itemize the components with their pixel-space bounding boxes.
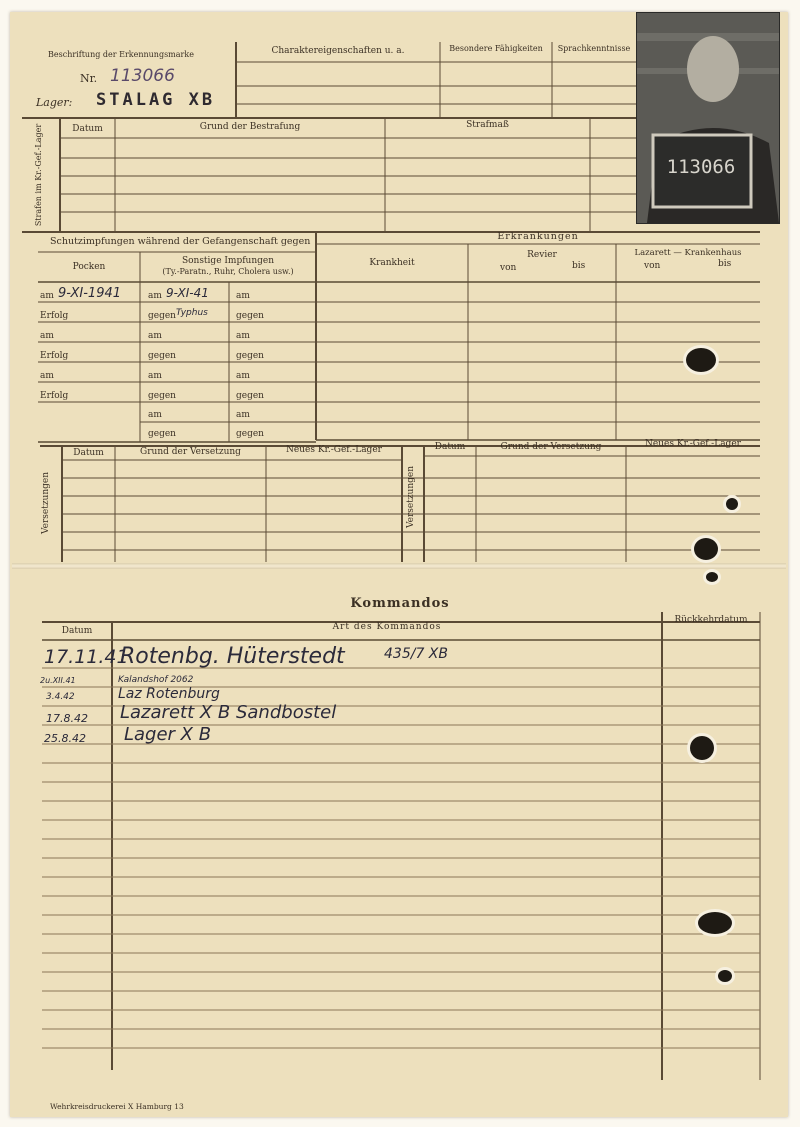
transfers-side-label-left: Versetzungen <box>41 471 51 535</box>
kommando-row-text: Kalandshof 2062 <box>118 675 194 685</box>
nr-label: Nr. <box>80 72 98 85</box>
punch-hole <box>686 348 716 372</box>
vac-gegen: gegen <box>236 391 264 401</box>
kommando-col-date: Datum <box>61 626 93 636</box>
punish-col-measure: Strafmaß <box>466 120 509 130</box>
vac-am: am <box>236 291 250 301</box>
kommando-col-type: Art des Kommandos <box>332 622 442 632</box>
vac-erfolg: Erfolg <box>40 391 69 401</box>
punish-col-reason: Grund der Bestrafung <box>199 122 301 132</box>
punish-col-date: Datum <box>72 124 103 134</box>
vac-gegen: gegen <box>148 429 176 439</box>
prisoner-number: 113066 <box>110 66 175 86</box>
transfer-col-new-camp: Neues Kr.-Gef.-Lager <box>286 445 382 455</box>
vac-erfolg: Erfolg <box>40 311 69 321</box>
illnesses-title: Erkrankungen <box>497 231 579 242</box>
vac-am: am <box>40 331 54 341</box>
vaccinations-title: Schutzimpfungen während der Gefangenschaft gegen <box>50 236 311 247</box>
col-character: Charaktereigenschaften u. a. <box>271 46 405 56</box>
vac-col-other-diseases: (Ty.-Paratn., Ruhr, Cholera usw.) <box>162 267 294 276</box>
vac-gegen: gegen <box>236 311 264 321</box>
kommando-row-text: Rotenbg. Hüterstedt <box>120 644 345 669</box>
prisoner-photo <box>636 12 780 224</box>
other-vac-date: 9-XI-41 <box>166 286 209 300</box>
kommando-row-date: 25.8.42 <box>44 732 86 745</box>
portrait-image <box>637 13 779 223</box>
transfer-col-date: Datum <box>73 448 104 458</box>
ill-revier-from: von <box>500 263 517 273</box>
transfers-side-label-right: Versetzungen <box>406 465 416 529</box>
kommando-row-date: 3.4.42 <box>46 692 75 702</box>
punch-hole <box>690 736 714 760</box>
punch-hole <box>706 572 718 582</box>
kommando-col-return: Rückkehrdatum <box>674 615 748 625</box>
vac-col-other: Sonstige Impfungen <box>181 256 275 266</box>
kommando-row-text: Lazarett X B Sandbostel <box>120 702 337 723</box>
vac-gegen: gegen <box>148 351 176 361</box>
kommando-row-text: Laz Rotenburg <box>118 686 220 702</box>
vac-am: am <box>236 331 250 341</box>
vac-am: am <box>148 331 162 341</box>
card-fold <box>12 563 786 569</box>
transfer-col-reason: Grund der Versetzung <box>140 447 241 457</box>
kommando-row-extra: 435/7 XB <box>384 646 448 662</box>
photo-board-number: 113066 <box>666 156 736 178</box>
kommando-row-date: 2u.XII.41 <box>40 676 76 685</box>
punch-hole <box>694 538 718 560</box>
camp-label: Lager: <box>36 96 73 109</box>
vac-erfolg: Erfolg <box>40 351 69 361</box>
transfer-col-new-camp-2: Neues Kr.-Gef.-Lager <box>645 439 741 449</box>
vac-gegen: gegen <box>236 429 264 439</box>
vac-am: am <box>236 371 250 381</box>
ill-col-hospital: Lazarett — Krankenhaus <box>634 248 742 258</box>
tag-inscription-label: Beschriftung der Erkennungsmarke <box>48 50 194 59</box>
vac-am: am <box>148 410 162 420</box>
printer-imprint: Wehrkreisdruckerei X Hamburg 13 <box>50 1102 184 1111</box>
vac-gegen: gegen <box>148 311 176 321</box>
transfer-col-date-2: Datum <box>434 442 466 452</box>
punch-hole <box>726 498 738 510</box>
kommandos-title: Kommandos <box>350 596 450 611</box>
ill-revier-to: bis <box>572 261 586 271</box>
ill-col-revier: Revier <box>527 250 557 260</box>
kommando-row-text: Lager X B <box>124 724 212 745</box>
vac-am: am <box>148 291 162 301</box>
ill-hospital-to: bis <box>718 259 732 269</box>
transfer-col-reason-2: Grund der Versetzung <box>500 442 602 452</box>
col-languages: Sprachkenntnisse <box>557 44 631 53</box>
kommando-row-date: 17.11.41 <box>44 646 129 668</box>
punch-hole <box>698 912 732 934</box>
other-vac-against: Typhus <box>176 308 208 318</box>
vac-am: am <box>40 291 54 301</box>
ill-hospital-from: von <box>644 261 661 271</box>
vac-am: am <box>40 371 54 381</box>
kommando-row-date: 17.8.42 <box>46 712 88 725</box>
punch-hole <box>718 970 732 982</box>
camp-stamp: STALAG XB <box>96 90 216 110</box>
vac-am: am <box>148 371 162 381</box>
vac-col-smallpox: Pocken <box>72 262 106 272</box>
vac-gegen: gegen <box>148 391 176 401</box>
vac-am: am <box>236 410 250 420</box>
ill-col-illness: Krankheit <box>369 258 415 268</box>
col-skills: Besondere Fähigkeiten <box>449 44 543 53</box>
punishments-side-label: Strafen im Kr.-Gef.-Lager <box>34 123 43 227</box>
vac-gegen: gegen <box>236 351 264 361</box>
smallpox-date: 9-XI-1941 <box>58 286 122 301</box>
